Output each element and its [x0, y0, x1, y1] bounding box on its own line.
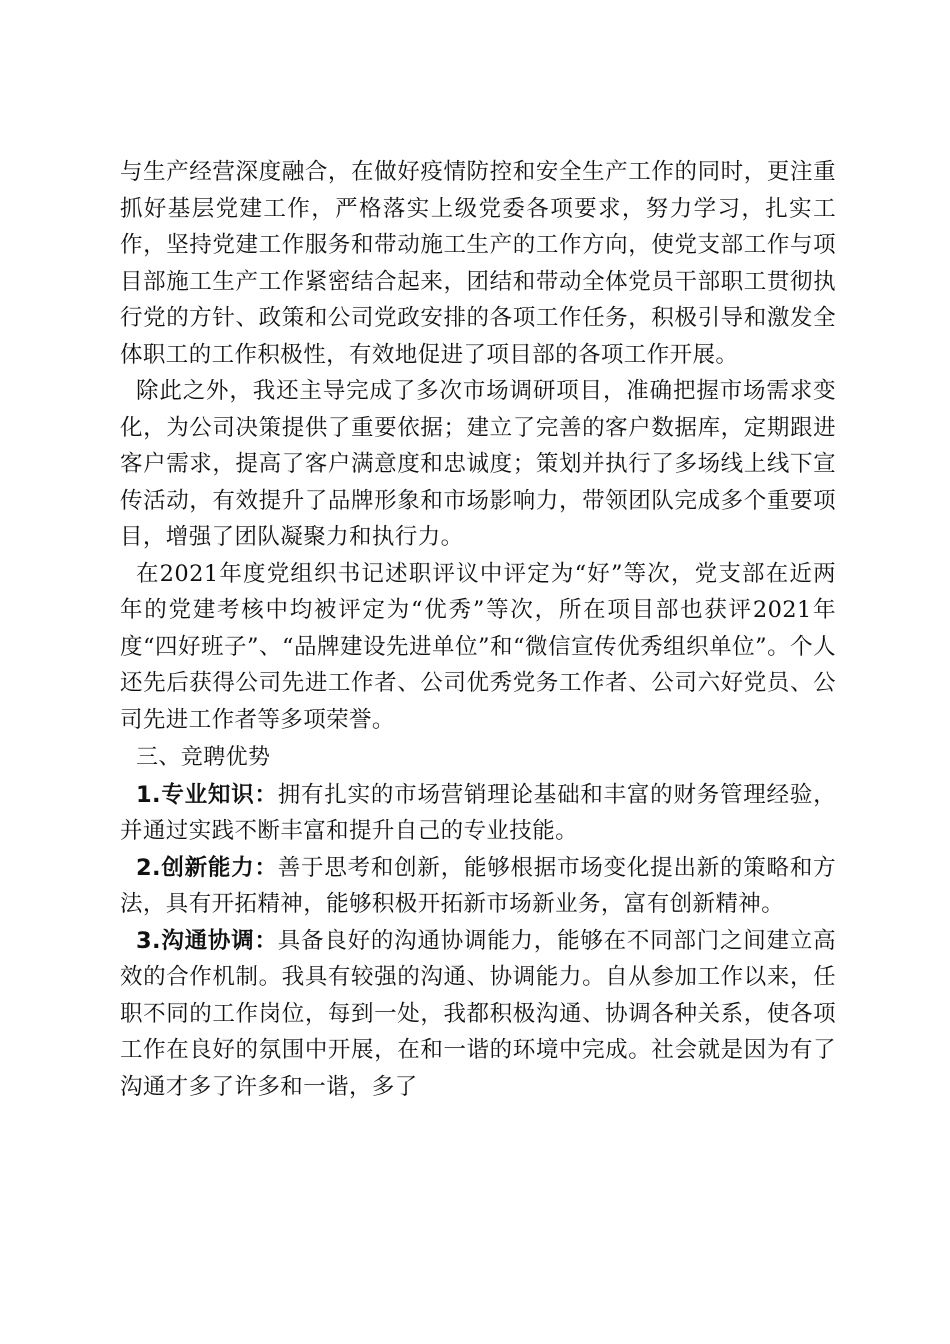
item-lead: 3.沟通协调：	[136, 927, 278, 954]
item-text: 善于思考和创新，能够根据市场变化提出新的策略和方法，具有开拓精神，能够积极开拓新市场新业务，富有创新精神。	[120, 854, 836, 917]
paragraph-market-research: 除此之外，我还主导完成了多次市场调研项目，准确把握市场需求变化，为公司决策提供了重要依据；建立了完善的客户数据库，定期跟进客户需求，提高了客户满意度和忠诚度；策划并执行了多场线上线下宣传活动，有效提升了品牌形象和市场影响力，带领团队完成多个重要项目，增强了团队凝聚力和执行力。	[120, 378, 836, 550]
list-item-communication	[120, 923, 836, 1106]
item-lead: 2.创新能力：	[136, 854, 278, 881]
paragraph-party-building: 与生产经营深度融合，在做好疫情防控和安全生产工作的同时，更注重抓好基层党建工作，严格落实上级党委各项要求，努力学习，扎实工作，坚持党建工作服务和带动施工生产的工作方向，使党支部工作与项目部施工生产工作紧密结合起来，团结和带动全体党员干部职工贯彻执行党的方针、政策和公司党政安排的各项工作任务，积极引导和激发全体职工的工作积极性，有效地促进了项目部的各项工作开展。	[120, 159, 836, 368]
paragraph-honors: 在2021年度党组织书记述职评议中评定为“好”等次，党支部在近两年的党建考核中均被评定为“优秀”等次，所在项目部也获评2021年度“四好班子”、“品牌建设先进单位”和“微信宣传优秀组织单位”。个人还先后获得公司先进工作者、公司优秀党务工作者、公司六好党员、公司先进工作者等多项荣誉。	[120, 560, 836, 733]
item-text: 拥有扎实的市场营销理论基础和丰富的财务管理经验，并通过实践不断丰富和提升自己的专业技能。	[120, 781, 836, 844]
item-text: 具备良好的沟通协调能力，能够在不同部门之间建立高效的合作机制。我具有较强的沟通、协调能力。自从参加工作以来，任职不同的工作岗位，每到一处，我都积极沟通、协调各种关系，使各项工作在良好的氛围中开展，在和一谐的环境中完成。社会就是因为有了沟通才多了许多和一谐，多了	[120, 927, 836, 1100]
section-heading: 三、竞聘优势	[136, 745, 271, 770]
list-item-innovation	[120, 850, 836, 923]
item-lead: 1.专业知识：	[136, 781, 278, 808]
list-item-professional-knowledge	[120, 777, 836, 850]
document-page	[120, 154, 836, 1105]
